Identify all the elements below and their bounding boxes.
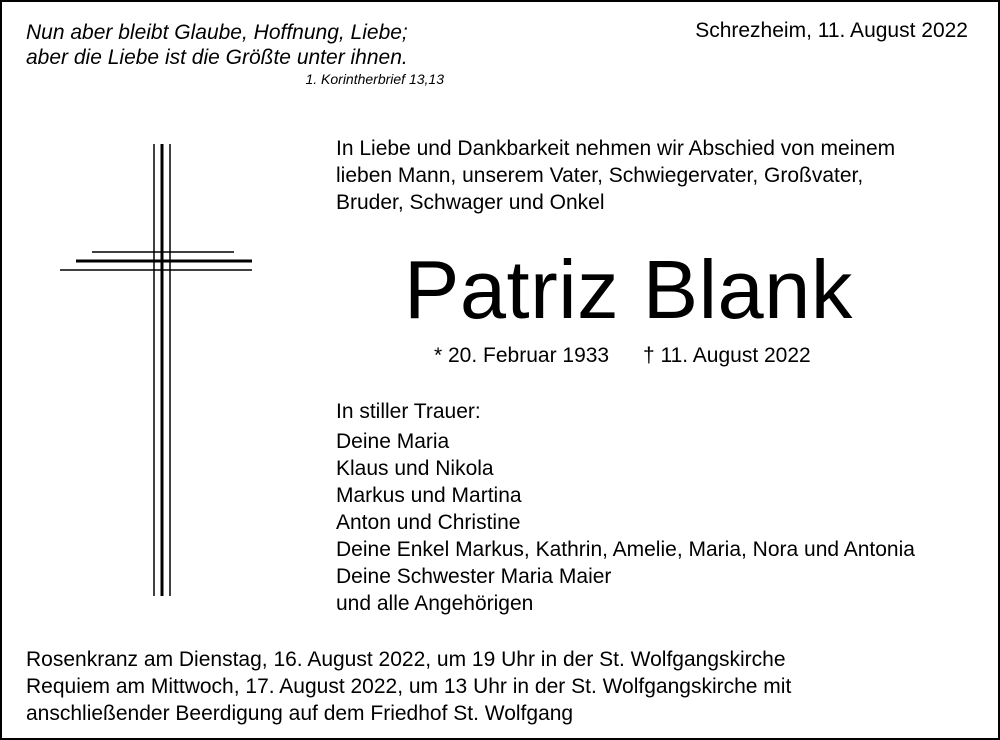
quote-line-2: aber die Liebe ist die Größte unter ihnen. <box>26 46 408 69</box>
birth-date: * 20. Februar 1933 <box>434 344 610 367</box>
list-item: Deine Enkel Markus, Kathrin, Amelie, Maria, Nora und Antonia <box>336 538 915 561</box>
intro-line-3: Bruder, Schwager und Onkel <box>336 191 605 214</box>
death-date: † 11. August 2022 <box>642 344 811 367</box>
list-item: und alle Angehörigen <box>336 592 534 615</box>
intro-line-1: In Liebe und Dankbarkeit nehmen wir Abschied von meinem <box>336 137 896 160</box>
bible-quote <box>26 20 444 88</box>
service-line-2: Requiem am Mittwoch, 17. August 2022, um 13 Uhr in der St. Wolfgangskirche mit <box>26 675 792 698</box>
list-item: Markus und Martina <box>336 484 522 507</box>
quote-line-1: Nun aber bleibt Glaube, Hoffnung, Liebe; <box>26 21 408 44</box>
intro-text <box>336 135 976 216</box>
mourners-list <box>336 428 915 617</box>
service-line-1: Rosenkranz am Dienstag, 16. August 2022, um 19 Uhr in der St. Wolfgangskirche <box>26 648 786 671</box>
intro-line-2: lieben Mann, unserem Vater, Schwiegervater, Großvater, <box>336 164 864 187</box>
list-item: Deine Maria <box>336 430 450 453</box>
service-info <box>26 646 791 727</box>
list-item: Deine Schwester Maria Maier <box>336 565 612 588</box>
list-item: Anton und Christine <box>336 511 521 534</box>
deceased-name: Patriz Blank <box>404 243 853 336</box>
mourning-heading: In stiller Trauer: <box>336 400 481 423</box>
place-date: Schrezheim, 11. August 2022 <box>695 19 968 42</box>
cross-icon <box>52 140 252 600</box>
life-dates <box>434 342 811 369</box>
quote-reference: 1. Korintherbrief 13,13 <box>305 71 444 87</box>
list-item: Klaus und Nikola <box>336 457 494 480</box>
service-line-3: anschließender Beerdigung auf dem Friedhof St. Wolfgang <box>26 702 574 725</box>
